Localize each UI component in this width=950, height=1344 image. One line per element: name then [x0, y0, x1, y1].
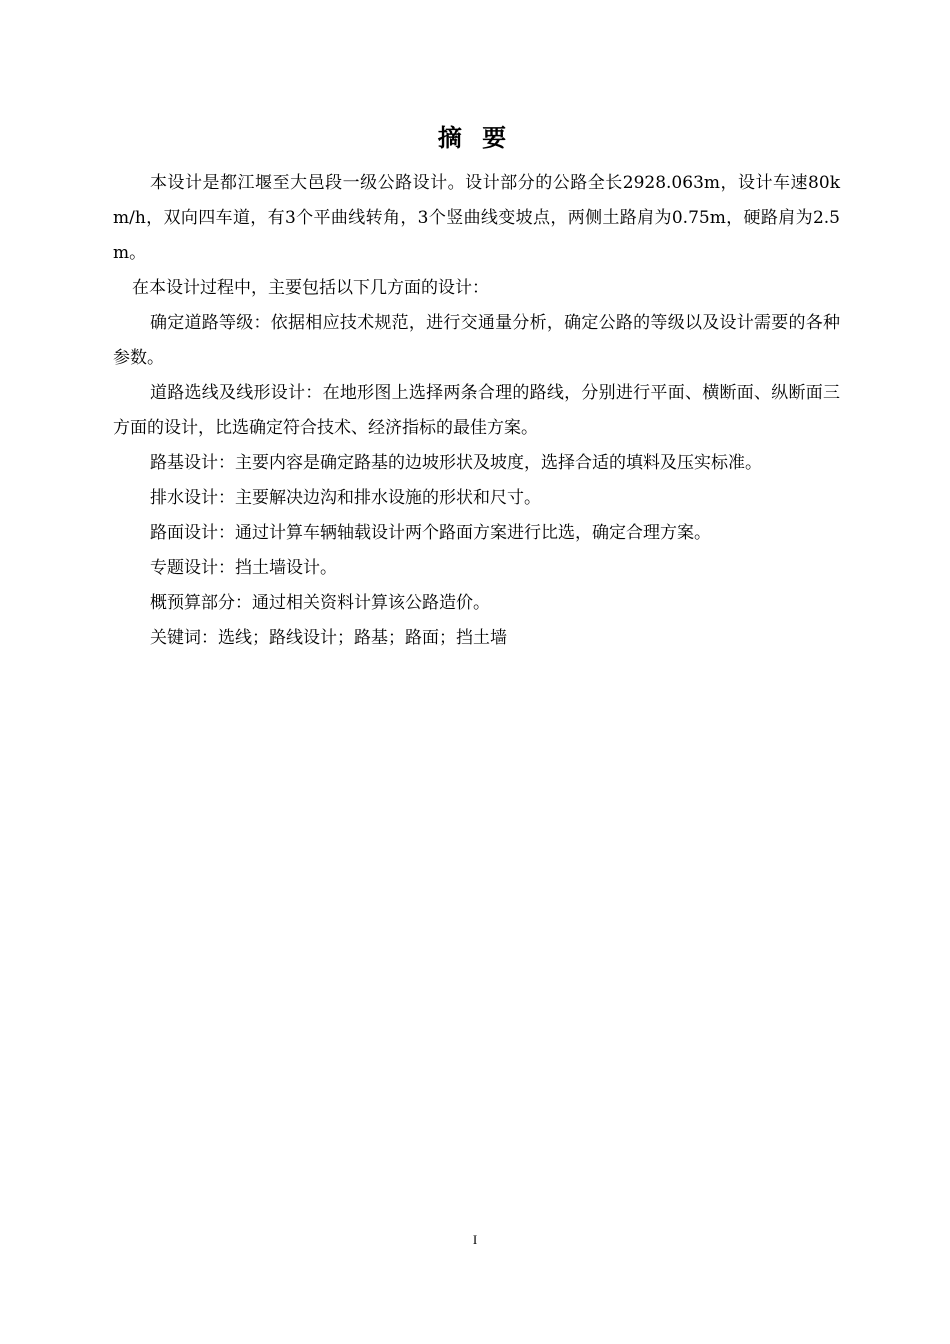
paragraph-special-topic: 专题设计：挡土墙设计。 — [150, 558, 337, 578]
paragraph-pavement: 路面设计：通过计算车辆轴载设计两个路面方案进行比选，确定合理方案。 — [150, 523, 711, 543]
paragraph-drainage: 排水设计：主要解决边沟和排水设施的形状和尺寸。 — [150, 488, 541, 508]
paragraph-intro: 在本设计过程中，主要包括以下几方面的设计： — [132, 278, 489, 298]
abstract-body — [113, 166, 840, 656]
paragraph-road-grade: 确定道路等级：依据相应技术规范，进行交通量分析，确定公路的等级以及设计需要的各种参数。 — [113, 313, 840, 368]
paragraph-subgrade: 路基设计：主要内容是确定路基的边坡形状及坡度，选择合适的填料及压实标准。 — [150, 453, 762, 473]
paragraph-budget: 概预算部分：通过相关资料计算该公路造价。 — [150, 593, 490, 613]
paragraph-keywords: 关键词：选线；路线设计；路基；路面；挡土墙 — [150, 628, 507, 648]
page-number: I — [472, 1232, 478, 1247]
page-title: 摘 要 — [437, 124, 513, 152]
paragraph-route-selection: 道路选线及线形设计：在地形图上选择两条合理的路线，分别进行平面、横断面、纵断面三方面的设计，比选确定符合技术、经济指标的最佳方案。 — [113, 383, 840, 438]
paragraph-overview: 本设计是都江堰至大邑段一级公路设计。设计部分的公路全长2928.063m，设计车速80km/h，双向四车道，有3个平曲线转角，3个竖曲线变坡点，两侧土路肩为0.75m，硬路肩为2.5m。 — [113, 173, 840, 263]
